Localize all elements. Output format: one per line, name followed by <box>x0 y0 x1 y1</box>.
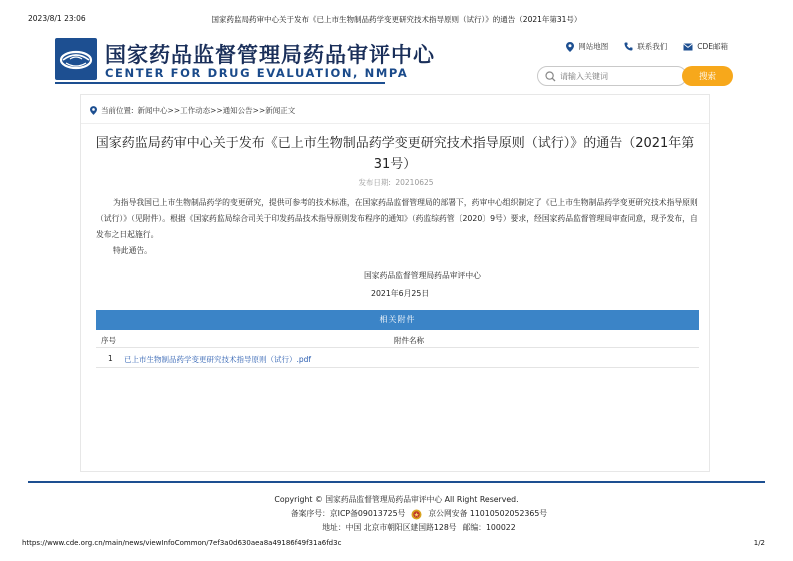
print-page-number: 1/2 <box>753 539 765 547</box>
breadcrumb-prefix: 当前位置: <box>101 106 134 115</box>
search-input[interactable] <box>560 70 680 83</box>
footer-registration-line <box>0 507 793 521</box>
contact-link[interactable] <box>624 41 667 52</box>
search-bar <box>537 66 733 86</box>
attachment-index: 1 <box>108 354 113 363</box>
cde-mail-link[interactable] <box>683 41 728 52</box>
search-box <box>537 66 687 86</box>
sitemap-link[interactable] <box>566 41 608 52</box>
footer-postcode: 邮编：100022 <box>462 523 516 532</box>
article-paragraph: 为指导我国已上市生物制品药学的变更研究，提供可参考的技术标准，在国家药品监督管理局的部署下，药审中心组织制定了《已上市生物制品药学变更研究技术指导原则（试行）》（见附件）。根据《国家药监局综合司关于印发药品技术指导原则发布程序的通知》（药监综药管〔2020〕9号）要求，经国家药品监督管理局审查同意，现予发布，自发布之日起施行。 <box>96 198 698 239</box>
col-name-header: 附件名称 <box>394 336 424 345</box>
footer-address: 地址：中国 北京市朝阳区建国路128号 <box>322 523 457 532</box>
footer-divider <box>28 481 765 483</box>
attachments-title: 相关附件 <box>96 310 699 330</box>
footer-address-line <box>0 521 793 535</box>
phone-icon <box>624 42 633 51</box>
print-url: https://www.cde.org.cn/main/news/viewInfoCommon/7ef3a0d630aea8a49186f49f31a6fd3c <box>22 539 342 547</box>
footer-copyright: Copyright © 国家药品监督管理局药品审评中心 All Right Reserved. <box>274 495 519 504</box>
attachment-link[interactable]: 已上市生物制品药学变更研究技术指导原则（试行）.pdf <box>124 355 312 364</box>
footer-copyright-line <box>0 493 793 507</box>
print-footer <box>22 539 765 549</box>
cde-logo-icon <box>55 38 97 80</box>
article-card <box>80 94 710 472</box>
publish-date-value: 20210625 <box>395 178 434 187</box>
article-paragraph: 特此通告。 <box>113 246 152 255</box>
brand-name-en: CENTER FOR DRUG EVALUATION, NMPA <box>105 66 409 80</box>
print-header <box>28 14 765 26</box>
breadcrumb-path[interactable]: 新闻中心>>工作动态>>通知公告>>新闻正文 <box>137 106 296 115</box>
search-button[interactable]: 搜索 <box>682 66 733 86</box>
breadcrumb <box>90 105 295 116</box>
location-pin-icon <box>566 42 574 52</box>
contact-link-label: 联系我们 <box>637 42 668 51</box>
print-page-title: 国家药监局药审中心关于发布《已上市生物制品药学变更研究技术指导原则（试行）》的通告（2021年第31号） <box>211 15 582 24</box>
footer-icp[interactable]: 备案序号：京ICP备09013725号 <box>290 509 406 518</box>
site-header <box>55 34 740 86</box>
attachments-table <box>96 310 699 368</box>
site-footer <box>0 493 793 535</box>
print-timestamp: 2023/8/1 23:06 <box>28 14 86 23</box>
article-body <box>96 195 698 259</box>
table-row <box>96 348 699 368</box>
signature-date: 2021年6月25日 <box>371 289 430 298</box>
col-index-header: 序号 <box>101 336 116 345</box>
mail-icon <box>683 43 693 51</box>
footer-police-record[interactable]: 京公网安备 11010502052365号 <box>428 509 548 518</box>
breadcrumb-divider <box>81 123 709 124</box>
location-pin-icon <box>90 106 97 115</box>
attachments-header-row <box>96 330 699 348</box>
brand-underline <box>55 82 385 84</box>
cde-logo[interactable] <box>55 38 97 80</box>
cde-mail-link-label: CDE邮箱 <box>697 42 728 51</box>
top-links <box>566 41 728 52</box>
article-title: 国家药监局药审中心关于发布《已上市生物制品药学变更研究技术指导原则（试行）》的通告（2021年第31号） <box>95 136 695 172</box>
publish-date <box>81 177 709 188</box>
brand-name-cn: 国家药品监督管理局药品审评中心 <box>105 43 435 67</box>
sitemap-link-label: 网站地图 <box>578 42 609 51</box>
signature-org: 国家药品监督管理局药品审评中心 <box>364 271 481 280</box>
publish-date-label: 发布日期: <box>358 178 391 187</box>
police-badge-icon <box>411 509 422 520</box>
search-icon <box>545 71 556 82</box>
